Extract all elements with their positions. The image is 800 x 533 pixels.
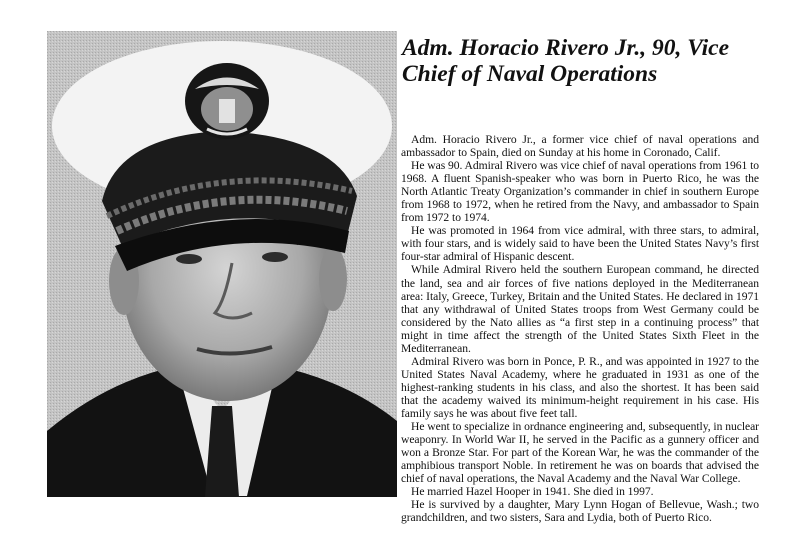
article-paragraph: Adm. Horacio Rivero Jr., a former vice chief of naval operations and ambassador to Spain, died on Sunday at his home in Coronado, Calif.: [401, 133, 759, 160]
article-paragraph: He went to specialize in ordnance engineering and, subsequently, in nuclear weaponry. In World War II, he served in the Pacific as a gunnery officer and won a Bronze Star. For part of the Korean War, he was the commander of the amphibious transport Noble. In retirement he was on boards that advised the chief of naval operations, the Naval Academy and the Naval War College.: [401, 420, 759, 486]
officer-portrait-icon: [47, 31, 397, 497]
article-paragraph: While Admiral Rivero held the southern European command, he directed the land, sea and air forces of five nations deployed in the Mediterranean area: Italy, Greece, Turkey, Britain and the United States. He declared in 1971 that any withdrawal of United States troops from West Germany could be considered by the Nato allies as “a first step in a continuing process” that might in time affect the strength of the United States Sixth Fleet in the Mediterranean.: [401, 263, 759, 355]
article: [401, 35, 759, 524]
article-body: [401, 133, 759, 524]
article-paragraph: He was 90. Admiral Rivero was vice chief of naval operations from 1961 to 1968. A fluent Spanish-speaker who was born in Puerto Rico, he was the North Atlantic Treaty Organization’s commander in chief in southern Europe from 1968 to 1972, when he retired from the Navy, and ambassador to Spain from 1972 to 1974.: [401, 159, 759, 225]
portrait-photo: [47, 31, 397, 497]
article-paragraph: Admiral Rivero was born in Ponce, P. R., and was appointed in 1927 to the United States Naval Academy, where he graduated in 1931 as one of the highest-ranking students in his class, and also the shortest. It has been said that the academy waived its minimum-height requirement in his case. His family says he was about five feet tall.: [401, 354, 759, 420]
article-paragraph: He married Hazel Hooper in 1941. She died in 1997.: [411, 485, 654, 499]
article-headline: Adm. Horacio Rivero Jr., 90, Vice Chief of Naval Operations: [402, 35, 730, 87]
article-paragraph: He was promoted in 1964 from vice admiral, with three stars, to admiral, with four stars, and is widely said to have been the United States Navy’s first four-star admiral of Hispanic descent.: [401, 224, 759, 264]
article-paragraph: He is survived by a daughter, Mary Lynn Hogan of Bellevue, Wash.; two grandchildren, and two sisters, Sara and Lydia, both of Puerto Rico.: [401, 498, 759, 525]
